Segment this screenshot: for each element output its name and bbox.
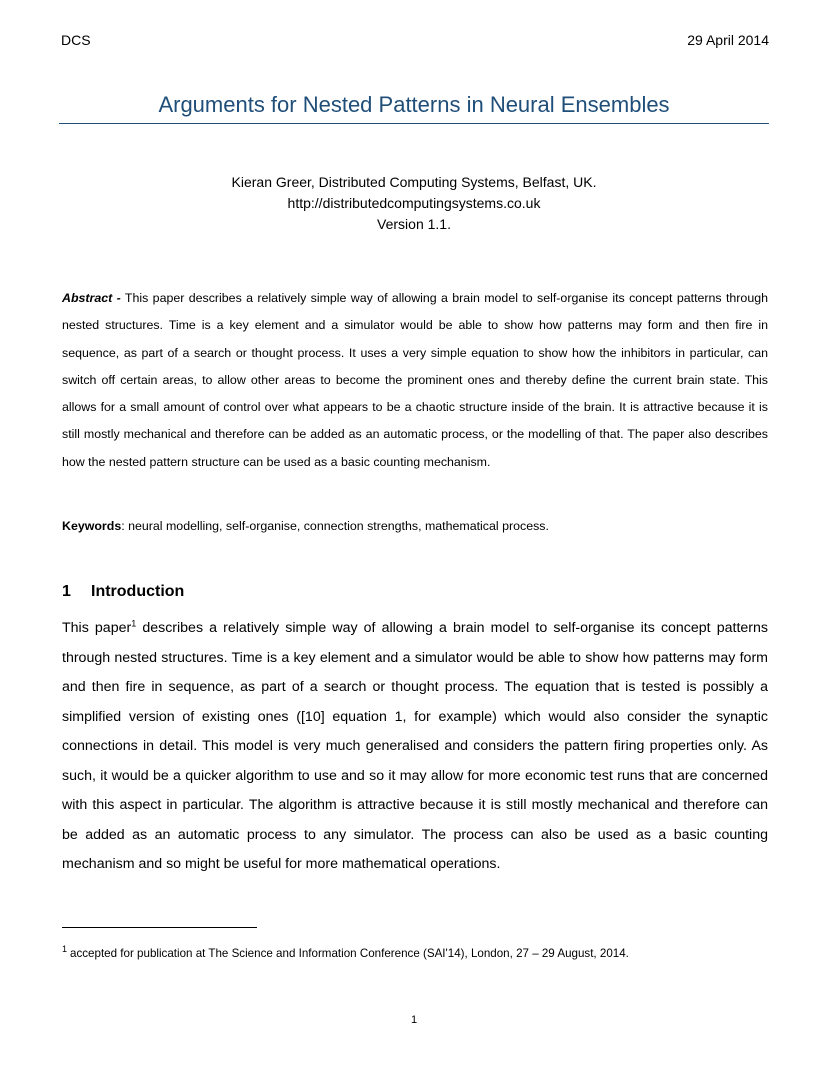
keywords-label: Keywords <box>62 519 122 533</box>
footnote-separator <box>62 927 257 928</box>
abstract-text: This paper describes a relatively simple way of allowing a brain model to self-organise its concept patterns through nested structures. Time is a key element and a simulator would be able to show how patterns may form and then fire in sequence, as part of a search or thought process. It uses a very simple equation to show how the inhibitors in particular, can switch off certain areas, to allow other areas to become the prominent ones and thereby define the current brain state. This allows for a small amount of control over what appears to be a chaotic structure inside of the brain. It is attractive because it is still mostly mechanical and therefore can be added as an automatic process, or the modelling of that. The paper also describes how the nested pattern structure can be used as a basic counting mechanism. <box>62 291 768 469</box>
author-block <box>59 172 769 235</box>
footnote-text: accepted for publication at The Science and Information Conference (SAI'14), London, 27 – 29 August, 2014. <box>70 947 629 960</box>
footnote-reference[interactable]: 1 <box>131 618 137 629</box>
intro-text: describes a relatively simple way of allowing a brain model to self-organise its concept patterns through nested structures. Time is a key element and a simulator would be able to show how patterns may form and then fire in sequence, as part of a search or thought process. The equation that is tested is possibly a simplified version of existing ones ([10] equation 1, for example) which would also consider the synaptic connections in detail. This model is very much generalised and considers the pattern firing properties only. As such, it would be a quicker algorithm to use and so it may allow for more economic test runs that are concerned with this aspect in particular. The algorithm is attractive because it is still mostly mechanical and therefore can be added as an automatic process to any simulator. The process can also be used as a basic counting mechanism and so might be useful for more mathematical operations. <box>62 620 768 872</box>
version-label: Version 1.1. <box>377 216 451 232</box>
running-header-date: 29 April 2014 <box>687 32 769 48</box>
paper-title: Arguments for Nested Patterns in Neural Ensembles <box>59 92 769 124</box>
author-url: http://distributedcomputingsystems.co.uk <box>287 195 541 211</box>
section-number: 1 <box>62 583 71 600</box>
section-heading-introduction <box>62 583 184 601</box>
author-affiliation: Kieran Greer, Distributed Computing Systems, Belfast, UK. <box>231 174 597 190</box>
abstract-paragraph <box>62 285 768 476</box>
keywords-text: : neural modelling, self-organise, connection strengths, mathematical process. <box>121 519 549 533</box>
page-number: 1 <box>410 1014 418 1026</box>
abstract-label: Abstract - <box>62 291 121 305</box>
running-header-left: DCS <box>61 32 91 48</box>
keywords-line <box>62 516 768 536</box>
introduction-paragraph <box>62 614 768 880</box>
intro-lead: This paper <box>62 620 132 636</box>
footnote-marker: 1 <box>62 944 68 955</box>
footnote <box>62 944 768 964</box>
section-title: Introduction <box>91 583 185 600</box>
